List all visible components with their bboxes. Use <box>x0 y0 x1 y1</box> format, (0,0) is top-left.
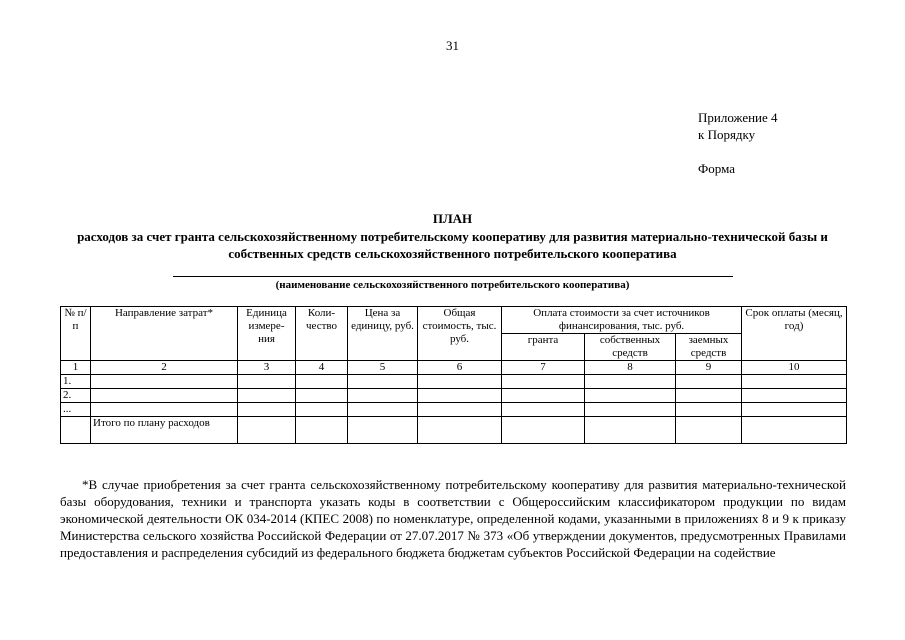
col-number: 9 <box>676 361 742 375</box>
appendix-block <box>698 109 778 143</box>
header-unit: Единица измере- ния <box>238 307 296 361</box>
col-number: 8 <box>585 361 676 375</box>
header-total-cost: Общая стоимость, тыс. руб. <box>418 307 502 361</box>
col-number: 10 <box>742 361 847 375</box>
col-number: 7 <box>502 361 585 375</box>
col-number: 3 <box>238 361 296 375</box>
col-number: 4 <box>296 361 348 375</box>
header-no: № п/п <box>61 307 91 361</box>
header-payment-sources: Оплата стоимости за счет источников финансирования, тыс. руб. <box>502 307 742 334</box>
header-grant: гранта <box>502 334 585 361</box>
appendix-line-2: к Порядку <box>698 127 756 142</box>
cooperative-name-caption: (наименование сельскохозяйственного потребительского кооператива) <box>275 279 630 291</box>
total-label: Итого по плану расходов <box>91 417 238 444</box>
table-row <box>61 403 847 417</box>
header-own-funds: собственных средств <box>585 334 676 361</box>
total-row <box>61 417 847 444</box>
col-number: 2 <box>91 361 238 375</box>
header-payment-term: Срок оплаты (месяц, год) <box>742 307 847 361</box>
cooperative-name-line <box>173 276 733 277</box>
header-quantity: Коли- чество <box>296 307 348 361</box>
appendix-line-1: Приложение 4 <box>698 110 778 125</box>
header-row-1 <box>61 307 847 334</box>
footnote: *В случае приобретения за счет гранта сельскохозяйственному потребительскому кооперативу для развития материально-технической базы оборудования, техники и транспорта указать коды в соответствии с Общероссийским классификатором продукции по видам экономической деятельности ОК 034-2014 (КПЕС 2008) по номенклатуре, определенной кодами, указанными в приложениях 8 и 9 к приказу Министерства сельского хозяйства Российской Федерации от 27.07.2017 № 373 «Об утверждении документов, предусмотренных Правилами предоставления и распределения субсидий из федерального бюджета бюджетам субъектов Российской Федерации на содействие <box>60 477 846 560</box>
header-borrowed-funds: заемных средств <box>676 334 742 361</box>
page-number: 31 <box>446 38 459 53</box>
document-subtitle: расходов за счет гранта сельскохозяйственному потребительскому кооперативу для развития материально-технической базы и собственных средств сельскохозяйственного потребительского кооператива <box>77 229 828 261</box>
header-direction: Направление затрат* <box>91 307 238 361</box>
row-number: 2. <box>61 389 91 403</box>
table-row <box>61 389 847 403</box>
table-row <box>61 375 847 389</box>
col-number: 1 <box>61 361 91 375</box>
row-number: ... <box>61 403 91 417</box>
header-price: Цена за единицу, руб. <box>348 307 418 361</box>
row-number: 1. <box>61 375 91 389</box>
document-title: ПЛАН <box>432 211 473 226</box>
form-label: Форма <box>698 161 735 176</box>
column-numbers-row <box>61 361 847 375</box>
col-number: 5 <box>348 361 418 375</box>
col-number: 6 <box>418 361 502 375</box>
expense-plan-table <box>60 306 847 444</box>
